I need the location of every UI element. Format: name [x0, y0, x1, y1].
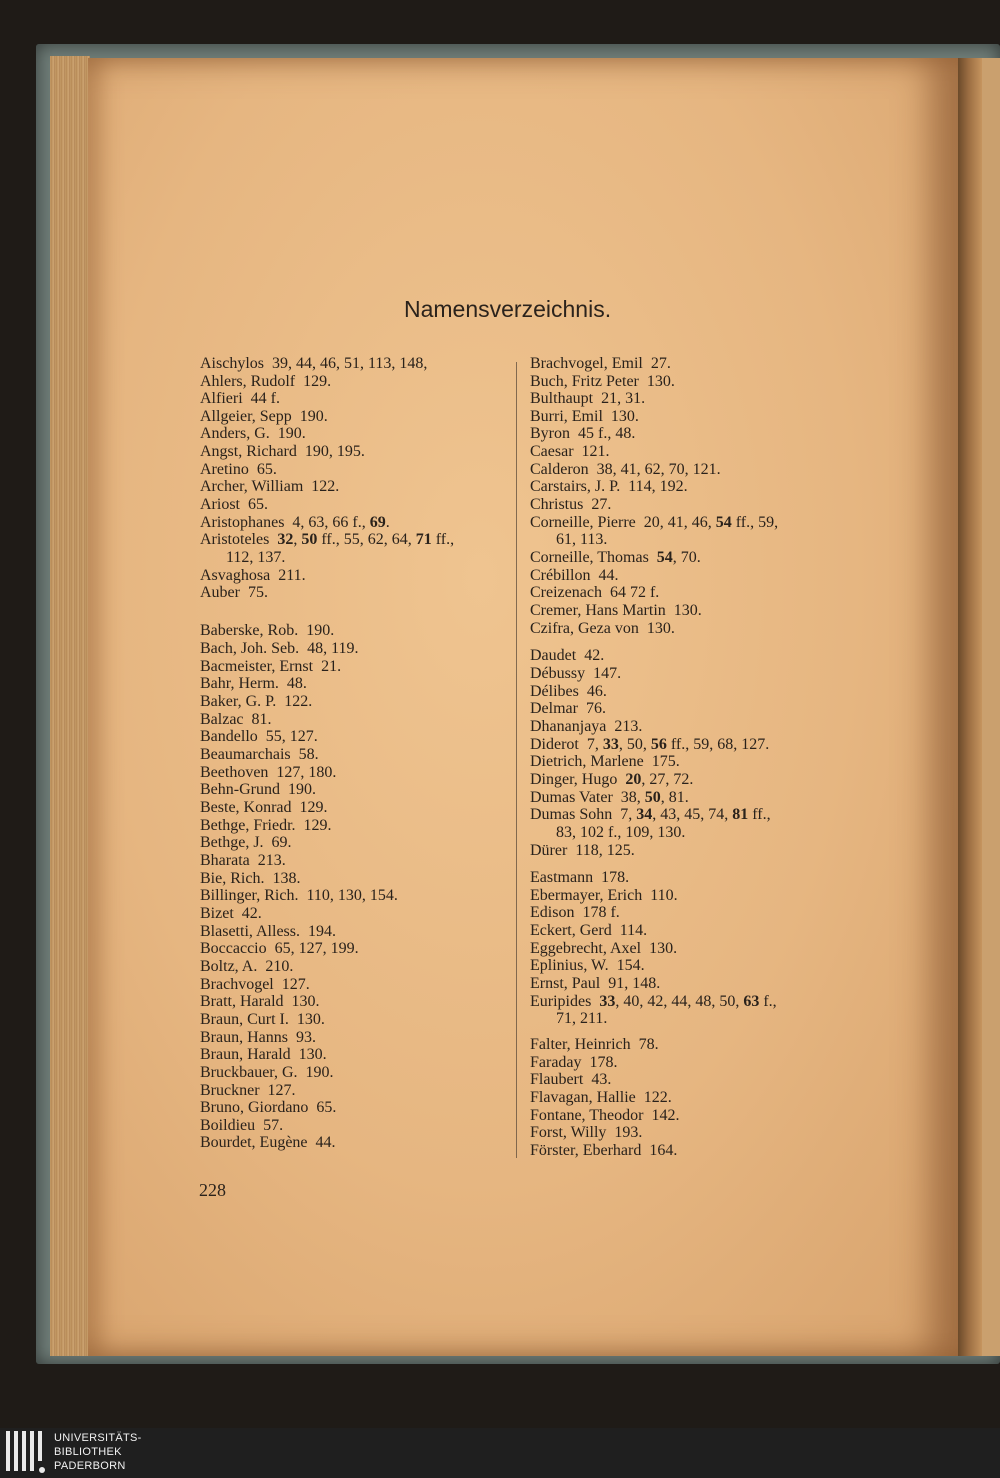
left-index-entry: Braun, Hanns 93. [200, 1029, 316, 1046]
left-index-entry: Balzac 81. [200, 711, 272, 728]
left-index-entry: Bahr, Herm. 48. [200, 675, 307, 692]
left-index-entry: Archer, William 122. [200, 478, 340, 495]
right-index-entry: Flavagan, Hallie 122. [530, 1089, 672, 1106]
library-name-line2: BIBLIOTHEK [54, 1446, 122, 1458]
left-index-entry: Alfieri 44 f. [200, 390, 280, 407]
right-index-entry: 61, 113. [556, 531, 608, 548]
left-index-entry: Bourdet, Eugène 44. [200, 1134, 336, 1151]
left-index-entry: Beste, Konrad 129. [200, 799, 328, 816]
left-index-entry: Auber 75. [200, 584, 268, 601]
left-index-entry: Asvaghosa 211. [200, 567, 306, 584]
left-index-entry: Beethoven 127, 180. [200, 764, 337, 781]
right-index-entry: 71, 211. [556, 1010, 608, 1027]
left-index-entry: Behn-Grund 190. [200, 781, 316, 798]
bold-page-reference: 50 [301, 531, 318, 548]
right-index-entry: Burri, Emil 130. [530, 408, 639, 425]
page-edges [50, 56, 90, 1356]
left-index-entry: Billinger, Rich. 110, 130, 154. [200, 887, 398, 904]
left-index-entry: Blasetti, Alless. 194. [200, 923, 336, 940]
left-index-entry: Bandello 55, 127. [200, 728, 318, 745]
right-index-entry: Forst, Willy 193. [530, 1124, 643, 1141]
right-index-entry: Eastmann 178. [530, 869, 630, 886]
right-index-entry: Caesar 121. [530, 443, 610, 460]
left-index-entry: Baker, G. P. 122. [200, 693, 313, 710]
left-index-entry: 112, 137. [226, 549, 286, 566]
left-index-entry: Boltz, A. 210. [200, 958, 294, 975]
right-index-entry: Faraday 178. [530, 1054, 618, 1071]
left-index-entry: Brachvogel 127. [200, 976, 310, 993]
right-index-entry: Delmar 76. [530, 700, 606, 717]
left-index-entry: Boccaccio 65, 127, 199. [200, 940, 359, 957]
bold-page-reference: 56 [650, 736, 667, 753]
right-index-entry: Czifra, Geza von 130. [530, 620, 675, 637]
right-index-entry: Edison 178 f. [530, 904, 620, 921]
bold-page-reference: 69 [369, 514, 386, 531]
right-index-entry: Carstairs, J. P. 114, 192. [530, 478, 688, 495]
right-index-entry: Daudet 42. [530, 647, 605, 664]
column-divider [516, 362, 517, 1158]
left-index-entry: Ariost 65. [200, 496, 268, 513]
right-index-entry: Förster, Eberhard 164. [530, 1142, 678, 1159]
right-index-entry: Dinger, Hugo 20, 27, 72. [530, 771, 694, 788]
library-name-line1: UNIVERSITÄTS- [54, 1432, 142, 1444]
right-index-entry: Délibes 46. [530, 683, 607, 700]
bold-page-reference: 71 [415, 531, 432, 548]
left-index-entry: Allgeier, Sepp 190. [200, 408, 328, 425]
right-index-entry: Brachvogel, Emil 27. [530, 355, 671, 372]
right-index-entry: Christus 27. [530, 496, 612, 513]
left-index-entry: Beaumarchais 58. [200, 746, 319, 763]
left-index-entry: Anders, G. 190. [200, 425, 306, 442]
right-index-entry: Dürer 118, 125. [530, 842, 635, 859]
right-index-entry: Dietrich, Marlene 175. [530, 753, 680, 770]
left-index-entry: Bach, Joh. Seb. 48, 119. [200, 640, 359, 657]
right-index-entry: Creizenach 64 72 f. [530, 584, 660, 601]
left-index-entry: Bethge, Friedr. 129. [200, 817, 332, 834]
left-index-entry: Ahlers, Rudolf 129. [200, 373, 332, 390]
right-index-entry: Ebermayer, Erich 110. [530, 887, 678, 904]
bold-page-reference: 81 [732, 806, 749, 823]
left-index-entry: Bie, Rich. 138. [200, 870, 301, 887]
right-index-entry: Dumas Sohn 7, 34, 43, 45, 74, 81 ff., [530, 806, 771, 823]
page-number: 228 [199, 1180, 226, 1200]
left-index-entry: Boildieu 57. [200, 1117, 284, 1134]
left-index-entry: Bratt, Harald 130. [200, 993, 320, 1010]
bold-page-reference: 50 [644, 789, 661, 806]
left-index-entry: Aristophanes 4, 63, 66 f., 69. [200, 514, 390, 531]
right-index-entry: Cremer, Hans Martin 130. [530, 602, 702, 619]
left-index-entry: Baberske, Rob. 190. [200, 622, 335, 639]
right-index-entry: Diderot 7, 33, 50, 56 ff., 59, 68, 127. [530, 736, 770, 753]
library-name-line3: PADERBORN [54, 1460, 126, 1472]
bold-page-reference: 54 [656, 549, 673, 566]
right-index-entry: Dumas Vater 38, 50, 81. [530, 789, 689, 806]
bold-page-reference: 34 [636, 806, 653, 823]
right-index-entry: Calderon 38, 41, 62, 70, 121. [530, 461, 721, 478]
left-index-entry: Bharata 213. [200, 852, 286, 869]
right-index-entry: Dhananjaya 213. [530, 718, 643, 735]
left-index-entry: Braun, Harald 130. [200, 1046, 327, 1063]
left-index-entry: Aretino 65. [200, 461, 277, 478]
right-index-entry: Débussy 147. [530, 665, 622, 682]
right-index-entry: Corneille, Thomas 54, 70. [530, 549, 701, 566]
left-index-entry: Bruckbauer, G. 190. [200, 1064, 334, 1081]
right-index-entry: Euripides 33, 40, 42, 44, 48, 50, 63 f., [530, 993, 777, 1010]
left-index-entry: Bruno, Giordano 65. [200, 1099, 337, 1116]
bold-page-reference: 33 [599, 993, 616, 1010]
bold-page-reference: 33 [602, 736, 619, 753]
right-index-entry: Fontane, Theodor 142. [530, 1107, 680, 1124]
library-name [54, 1431, 142, 1473]
right-index-entry: Crébillon 44. [530, 567, 619, 584]
page-title: Namensverzeichnis. [404, 296, 612, 322]
next-page-edge [982, 58, 1000, 1356]
bold-page-reference: 63 [743, 993, 760, 1010]
right-index-entry: Falter, Heinrich 78. [530, 1036, 659, 1053]
left-index-entry: Aristoteles 32, 50 ff., 55, 62, 64, 71 ff., [200, 531, 455, 548]
right-index-entry: 83, 102 f., 109, 130. [556, 824, 686, 841]
bold-page-reference: 54 [715, 514, 732, 531]
right-index-entry: Bulthaupt 21, 31. [530, 390, 646, 407]
left-index-entry: Aischylos 39, 44, 46, 51, 113, 148, [200, 355, 428, 372]
right-index-entry: Buch, Fritz Peter 130. [530, 373, 675, 390]
left-index-entry: Angst, Richard 190, 195. [200, 443, 365, 460]
right-index-entry: Ernst, Paul 91, 148. [530, 975, 661, 992]
left-index-entry: Bacmeister, Ernst 21. [200, 658, 342, 675]
left-index-entry: Bruckner 127. [200, 1082, 296, 1099]
right-index-entry: Eggebrecht, Axel 130. [530, 940, 678, 957]
left-index-entry: Bizet 42. [200, 905, 262, 922]
bold-page-reference: 20 [625, 771, 642, 788]
left-index-entry: Braun, Curt I. 130. [200, 1011, 325, 1028]
bold-page-reference: 32 [277, 531, 294, 548]
right-index-entry: Eckert, Gerd 114. [530, 922, 648, 939]
right-index-entry: Corneille, Pierre 20, 41, 46, 54 ff., 59, [530, 514, 779, 531]
right-index-entry: Byron 45 f., 48. [530, 425, 636, 442]
library-footer [0, 1428, 1000, 1478]
library-barcode-logo-icon [6, 1431, 46, 1475]
left-index-entry: Bethge, J. 69. [200, 834, 292, 851]
right-index-entry: Flaubert 43. [530, 1071, 612, 1088]
right-index-entry: Eplinius, W. 154. [530, 957, 645, 974]
